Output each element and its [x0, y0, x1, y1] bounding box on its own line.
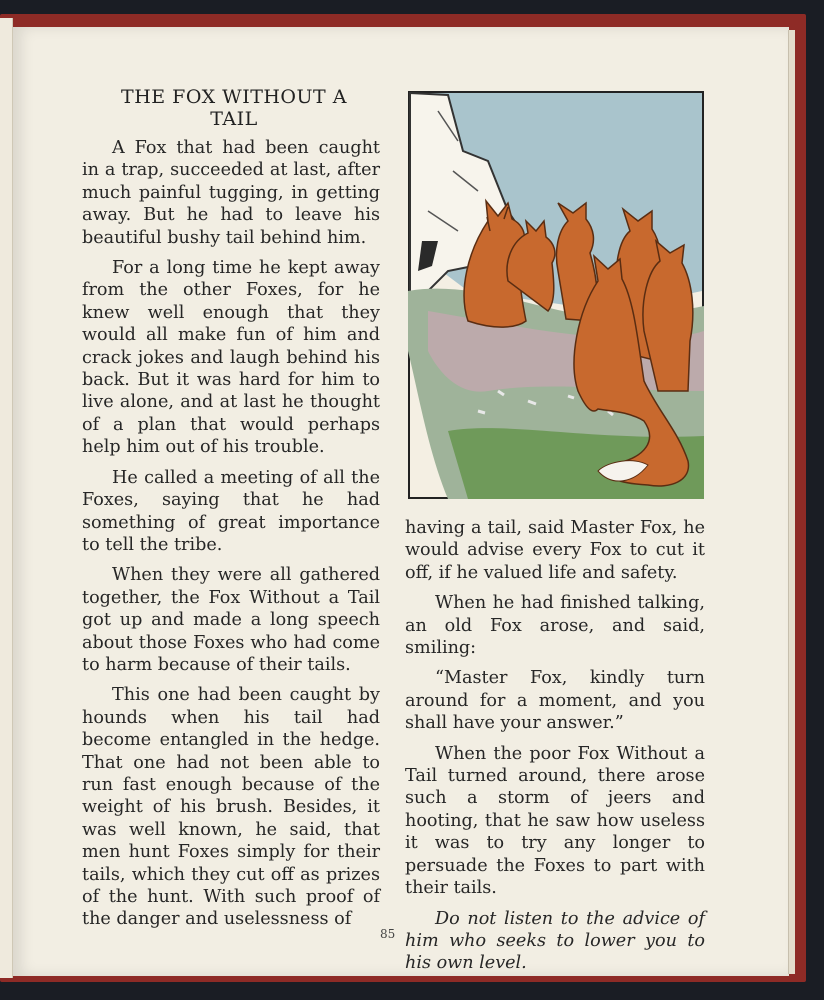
- page-edge: [788, 30, 795, 974]
- foxes-gathering-picture: [408, 91, 704, 499]
- paragraph: having a tail, said Master Fox, he would advise every Fox to cut it off, if he valued life and safety.: [405, 518, 705, 583]
- story-title: THE FOX WITHOUT A TAIL: [121, 86, 347, 130]
- paragraph: When he had finished talking, an old Fox arose, and said, smiling:: [405, 593, 705, 659]
- paragraph: For a long time he kept away from the other Foxes, for he knew well enough that they would all make fun of him and crack jokes and laugh behind his back. But it was hard for him to live alone, and at last he thought of a plan that would perhaps help him out of his trouble.: [82, 258, 380, 458]
- paragraph: He called a meeting of all the Foxes, saying that he had something of great importance to tell the tribe.: [82, 467, 380, 555]
- paragraph: When the poor Fox Without a Tail turned around, there arose such a storm of jeers and hooting, that he saw how useless it was to try any longer to persuade the Foxes to part with their tails.: [405, 743, 705, 899]
- paragraph: “Master Fox, kindly turn around for a moment, and you shall have your answer.”: [405, 668, 705, 734]
- page-number: 85: [380, 927, 396, 941]
- fox-illustration: [408, 91, 704, 499]
- paragraph: When they were all gathered together, the Fox Without a Tail got up and made a long speech about those Foxes who had come to harm because of their tails.: [82, 565, 380, 675]
- paragraph: This one had been caught by hounds when his tail had become entangled in the hedge. That one had not been able to run fast enough because of the weight of his brush. Besides, it was well known, he said, that men hunt Foxes simply for their tails, which they cut off as prizes of the hunt. With such proof of the danger and uselessness of: [82, 685, 380, 930]
- book-spine: [0, 18, 13, 978]
- right-column: [405, 517, 705, 983]
- left-column: [82, 137, 380, 939]
- paragraph: A Fox that had been caught in a trap, succeeded at last, after much painful tugging, in getting away. But he had to leave his beautiful bushy tail behind him.: [82, 138, 380, 248]
- moral-text: Do not listen to the advice of him who seeks to lower you to his own level.: [405, 908, 705, 974]
